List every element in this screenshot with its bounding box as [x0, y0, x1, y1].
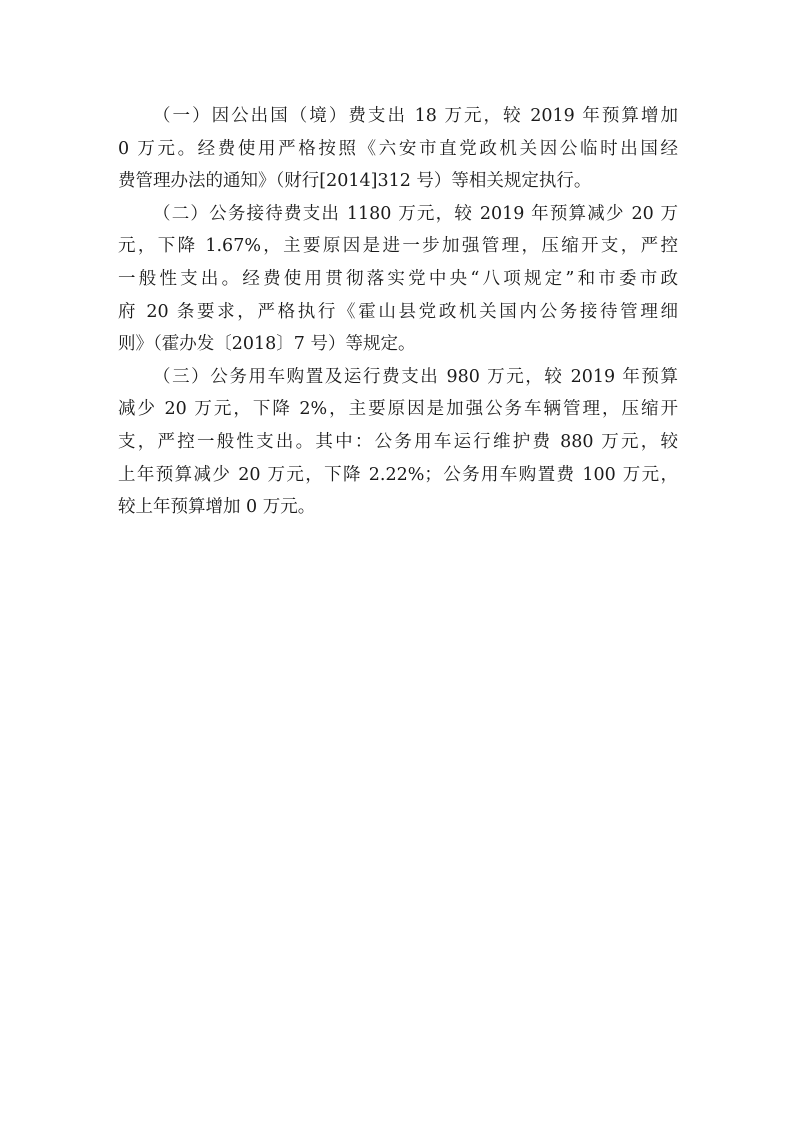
- paragraph-overseas-travel: [118, 100, 678, 198]
- text-line: 府 20 条要求，严格执行《霍山县党政机关国内公务接待管理细: [118, 301, 678, 322]
- text-line: 较上年预算增加 0 万元。: [118, 497, 316, 518]
- text-line: （一）因公出国（境）费支出 18 万元，较 2019 年预算增加: [153, 106, 678, 126]
- text-line: 则》（霍办发〔2018〕7 号）等规定。: [118, 334, 416, 355]
- text-line: （三）公务用车购置及运行费支出 980 万元，较 2019 年预算: [153, 366, 679, 387]
- text-line: 上年预算减少 20 万元，下降 2.22%；公务用车购置费 100 万元，: [118, 464, 678, 485]
- text-line: 费管理办法的通知》（财行[2014]312 号）等相关规定执行。: [118, 171, 592, 192]
- text-line: 0 万元。经费使用严格按照《六安市直党政机关因公临时出国经: [118, 138, 678, 159]
- document-body: [118, 100, 678, 524]
- paragraph-official-vehicles: [118, 361, 678, 524]
- text-line: （二）公务接待费支出 1180 万元，较 2019 年预算减少 20 万: [153, 203, 678, 224]
- text-line: 一般性支出。经费使用贯彻落实党中央“八项规定”和市委市政: [118, 268, 678, 289]
- text-line: 元，下降 1.67%，主要原因是进一步加强管理，压缩开支，严控: [118, 236, 678, 257]
- text-line: 支，严控一般性支出。其中：公务用车运行维护费 880 万元，较: [118, 431, 678, 452]
- paragraph-reception: [118, 198, 678, 361]
- text-line: 减少 20 万元，下降 2%，主要原因是加强公务车辆管理，压缩开: [118, 399, 678, 420]
